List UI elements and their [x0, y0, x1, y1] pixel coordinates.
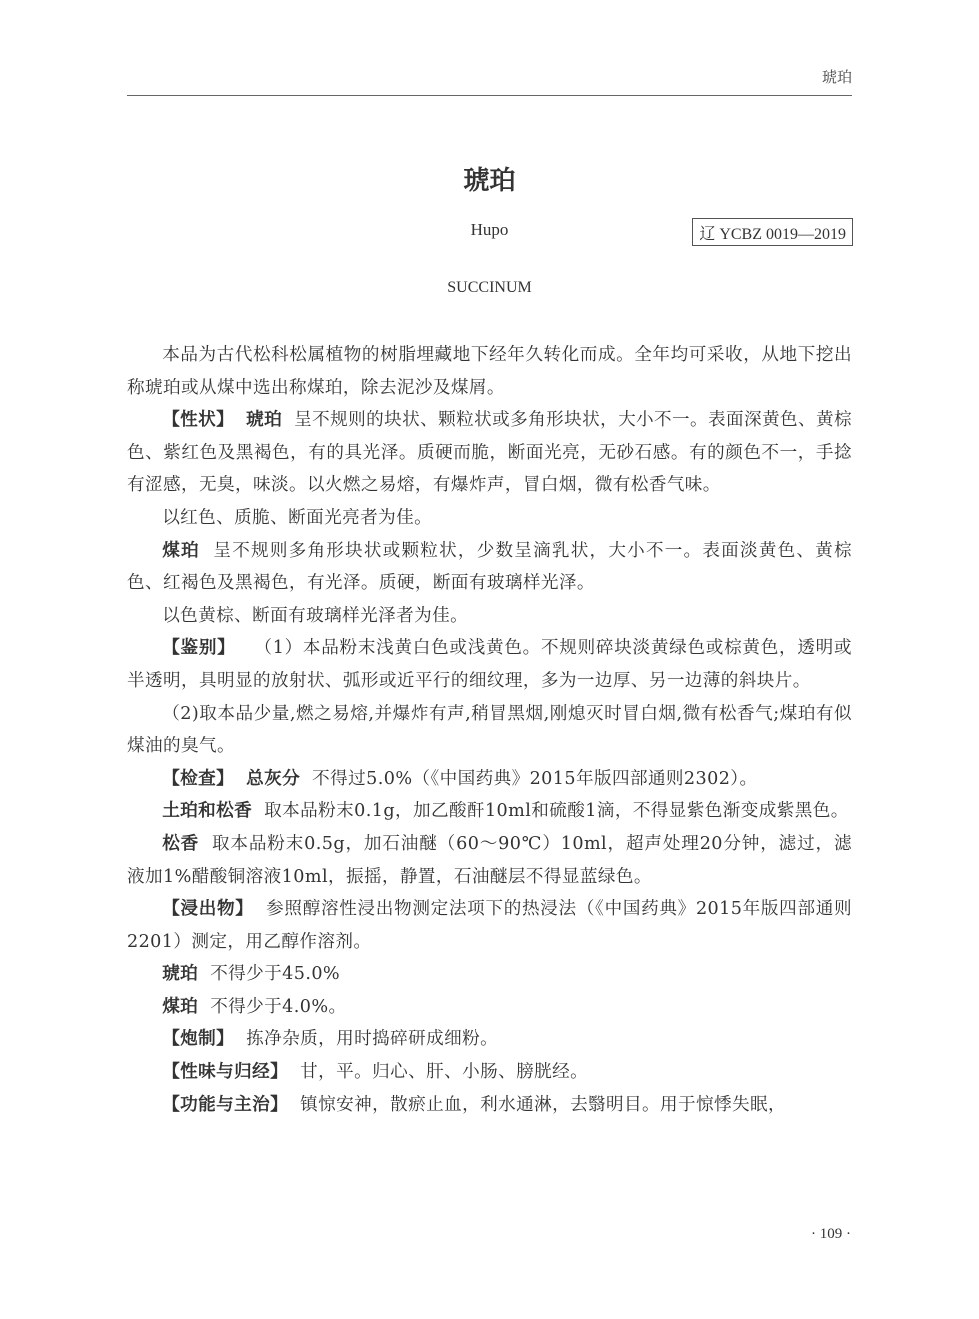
section-label-inspection: 【检查】: [162, 768, 235, 789]
paragraph-description: 【性状】 琥珀 呈不规则的块状、颗粒状或多角形块状，大小不一。表面深黄色、黄棕色、紫红色及黑褐色，有的具光泽。质硬而脆，断面光亮，无砂石感。有的颜色不一，手捻有涩感，无臭，味淡。以火燃之易熔，有爆炸声，冒白烟，微有松香气味。: [127, 410, 852, 496]
paragraph-meipo: 煤珀 呈不规则多角形块状或颗粒状，少数呈滴乳状，大小不一。表面淡黄色、黄棕色、红褐色及黑褐色，有光泽。质硬，断面有玻璃样光泽。: [127, 540, 852, 594]
paragraph-processing: 【炮制】 拣净杂质，用时捣碎研成细粉。: [162, 1029, 499, 1050]
header-rule: [127, 95, 852, 96]
sublabel-songxiang: 松香: [162, 833, 200, 854]
paragraph-tupo-songxiang: 土珀和松香 取本品粉末0.1g，加乙酸酐10ml和硫酸1滴，不得显紫色渐变成紫黑色。: [162, 801, 849, 822]
paragraph-identification: 【鉴别】 （1）本品粉末浅黄白色或浅黄色。不规则碎块淡黄绿色或棕黄色，透明或半透明，具明显的放射状、弧形或近平行的细纹理，多为一边厚、另一边薄的斜块片。: [127, 638, 852, 691]
sublabel-extract-meipo: 煤珀: [162, 996, 199, 1017]
standard-code-box: 辽 YCBZ 0019—2019: [692, 218, 853, 246]
sublabel-extract-hupo: 琥珀: [162, 964, 199, 985]
monograph-title: 琥珀: [463, 166, 516, 196]
section-label-functions: 【功能与主治】: [162, 1094, 289, 1115]
sublabel-total-ash: 总灰分: [246, 768, 301, 789]
paragraph-inspection: 【检查】 总灰分 不得过5.0%（《中国药典》2015年版四部通则2302）。: [162, 768, 758, 789]
paragraph-extract-meipo: 煤珀 不得少于4.0%。: [162, 996, 347, 1017]
sublabel-tupo-songxiang: 土珀和松香: [162, 801, 253, 822]
paragraph-extract: 【浸出物】 参照醇溶性浸出物测定法项下的热浸法（《中国药典》2015年版四部通则2201）测定，用乙醇作溶剂。: [127, 899, 852, 952]
section-label-identification: 【鉴别】: [162, 638, 236, 659]
paragraph-quality-note-meipo: 以色黄棕、断面有玻璃样光泽者为佳。: [162, 605, 469, 626]
section-label-description: 【性状】: [162, 410, 235, 431]
paragraph-songxiang: 松香 取本品粉末0.5g，加石油醚（60～90℃）10ml，超声处理20分钟，滤过，滤液加1%醋酸铜溶液10ml，振摇，静置，石油醚层不得显蓝绿色。: [127, 833, 852, 887]
section-label-extract: 【浸出物】: [162, 899, 254, 920]
paragraph-extract-hupo: 琥珀 不得少于45.0%: [162, 964, 341, 985]
paragraph-quality-note-hupo: 以红色、质脆、断面光亮者为佳。: [162, 507, 433, 528]
paragraph-identification-2: （2)取本品少量,燃之易熔,并爆炸有声,稍冒黑烟,刚熄灭时冒白烟,微有松香气;煤珀有似煤油的臭气。: [127, 703, 852, 757]
paragraph-functions: 【功能与主治】 镇惊安神，散瘀止血，利水通淋，去翳明目。用于惊悸失眠，: [162, 1094, 786, 1115]
running-header-title: 琥珀: [821, 68, 852, 86]
section-label-processing: 【炮制】: [162, 1029, 235, 1050]
section-label-nature-meridian: 【性味与归经】: [162, 1062, 289, 1083]
paragraph-nature-meridian: 【性味与归经】 甘，平。归心、肝、小肠、膀胱经。: [162, 1062, 589, 1083]
sublabel-meipo: 煤珀: [162, 540, 200, 561]
monograph-body: [127, 339, 852, 1121]
sublabel-hupo: 琥珀: [246, 410, 283, 431]
pinyin-name: Hupo: [470, 220, 509, 239]
latin-name: SUCCINUM: [447, 279, 532, 296]
page-number: · 109 ·: [811, 1226, 851, 1242]
paragraph-source: 本品为古代松科松属植物的树脂埋藏地下经年久转化而成。全年均可采收，从地下挖出称琥珀或从煤中选出称煤珀，除去泥沙及煤屑。: [127, 345, 852, 398]
